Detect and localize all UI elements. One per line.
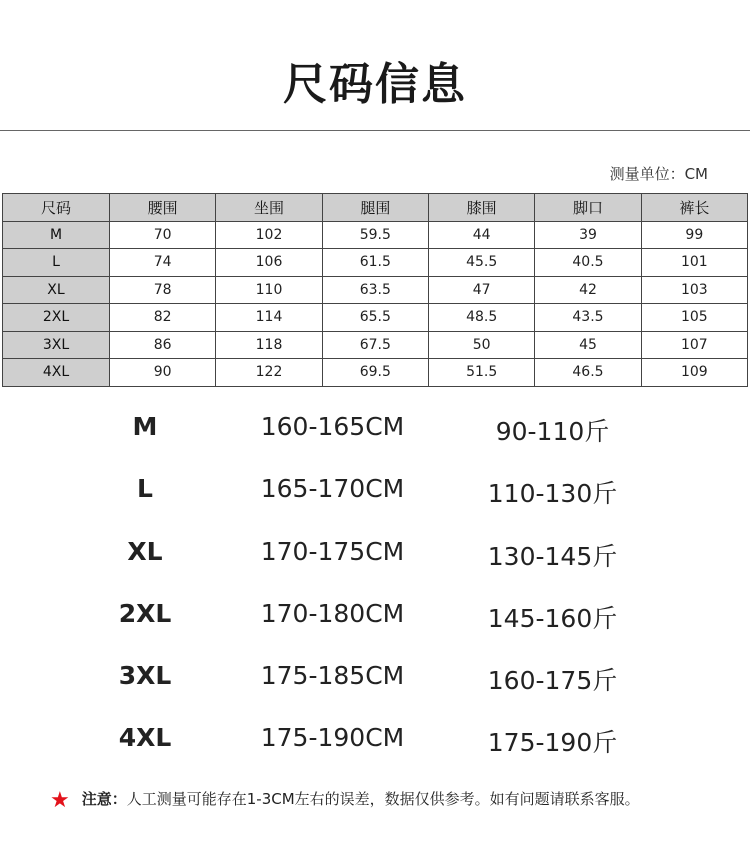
knee-cell: 44 (428, 221, 534, 249)
length-cell: 109 (641, 359, 747, 387)
leg-opening-cell: 40.5 (535, 249, 641, 277)
fit-size: 3XL (118, 661, 172, 691)
thigh-cell: 59.5 (322, 221, 428, 249)
hip-cell: 110 (216, 276, 322, 304)
waist-cell: 78 (110, 276, 216, 304)
fit-height: 160-165CM (260, 412, 405, 441)
fit-weight: 110-130斤 (487, 479, 618, 509)
size-cell: 4XL (3, 359, 110, 387)
fit-height: 175-185CM (260, 661, 405, 691)
leg-opening-cell: 39 (535, 221, 641, 249)
length-cell: 105 (641, 304, 747, 332)
header-leg-opening: 脚口 (535, 194, 641, 222)
thigh-cell: 65.5 (322, 304, 428, 332)
size-table (2, 193, 748, 387)
table-row (3, 359, 748, 387)
length-cell: 101 (641, 249, 747, 277)
table-row (3, 249, 748, 277)
fit-size: XL (127, 536, 163, 566)
hip-cell: 114 (216, 304, 322, 332)
table-row (3, 276, 748, 304)
measurement-unit: 测量单位：CM (609, 165, 708, 183)
waist-cell: 82 (110, 304, 216, 332)
knee-cell: 51.5 (428, 359, 534, 387)
header-knee: 膝围 (428, 194, 534, 222)
list-item (0, 647, 750, 709)
thigh-cell: 61.5 (322, 249, 428, 277)
table-header-row (3, 194, 748, 222)
fit-height: 170-175CM (260, 536, 405, 566)
leg-opening-cell: 42 (535, 276, 641, 304)
list-item (0, 709, 750, 771)
fit-weight: 175-190斤 (487, 728, 618, 758)
size-cell: M (3, 221, 110, 249)
thigh-cell: 63.5 (322, 276, 428, 304)
hip-cell: 106 (216, 249, 322, 277)
list-item (0, 398, 750, 460)
note-text: 人工测量可能存在1-3CM左右的误差，数据仅供参考。如有问题请联系客服。 (126, 790, 640, 808)
fit-height: 170-180CM (260, 598, 405, 628)
list-item (0, 585, 750, 647)
size-cell: XL (3, 276, 110, 304)
knee-cell: 47 (428, 276, 534, 304)
fit-size: M (132, 412, 158, 441)
size-cell: L (3, 249, 110, 277)
fit-height: 165-170CM (260, 474, 405, 504)
length-cell: 99 (641, 221, 747, 249)
knee-cell: 50 (428, 331, 534, 359)
page-title: 尺码信息 (283, 59, 467, 110)
star-icon: ★ (50, 788, 70, 813)
fit-weight: 145-160斤 (487, 603, 618, 633)
hip-cell: 122 (216, 359, 322, 387)
table-row (3, 221, 748, 249)
thigh-cell: 69.5 (322, 359, 428, 387)
waist-cell: 74 (110, 249, 216, 277)
thigh-cell: 67.5 (322, 331, 428, 359)
header-hip: 坐围 (216, 194, 322, 222)
title-divider (0, 130, 750, 131)
disclaimer-note (50, 788, 640, 813)
list-item (0, 523, 750, 585)
length-cell: 103 (641, 276, 747, 304)
list-item (0, 460, 750, 522)
table-row (3, 304, 748, 332)
waist-cell: 70 (110, 221, 216, 249)
header-size: 尺码 (3, 194, 110, 222)
hip-cell: 118 (216, 331, 322, 359)
leg-opening-cell: 45 (535, 331, 641, 359)
hip-cell: 102 (216, 221, 322, 249)
leg-opening-cell: 46.5 (535, 359, 641, 387)
knee-cell: 48.5 (428, 304, 534, 332)
length-cell: 107 (641, 331, 747, 359)
leg-opening-cell: 43.5 (535, 304, 641, 332)
size-cell: 2XL (3, 304, 110, 332)
fit-size: L (137, 474, 153, 504)
fit-size: 2XL (118, 598, 172, 628)
table-row (3, 331, 748, 359)
waist-cell: 86 (110, 331, 216, 359)
fit-weight: 130-145斤 (487, 541, 618, 571)
fit-weight: 160-175斤 (487, 666, 618, 696)
size-cell: 3XL (3, 331, 110, 359)
fit-size: 4XL (118, 723, 172, 753)
header-length: 裤长 (641, 194, 747, 222)
header-waist: 腰围 (110, 194, 216, 222)
knee-cell: 45.5 (428, 249, 534, 277)
fit-weight: 90-110斤 (495, 417, 610, 446)
fit-guide (0, 398, 750, 772)
waist-cell: 90 (110, 359, 216, 387)
fit-height: 175-190CM (260, 723, 405, 753)
note-label: 注意： (81, 790, 127, 808)
header-thigh: 腿围 (322, 194, 428, 222)
